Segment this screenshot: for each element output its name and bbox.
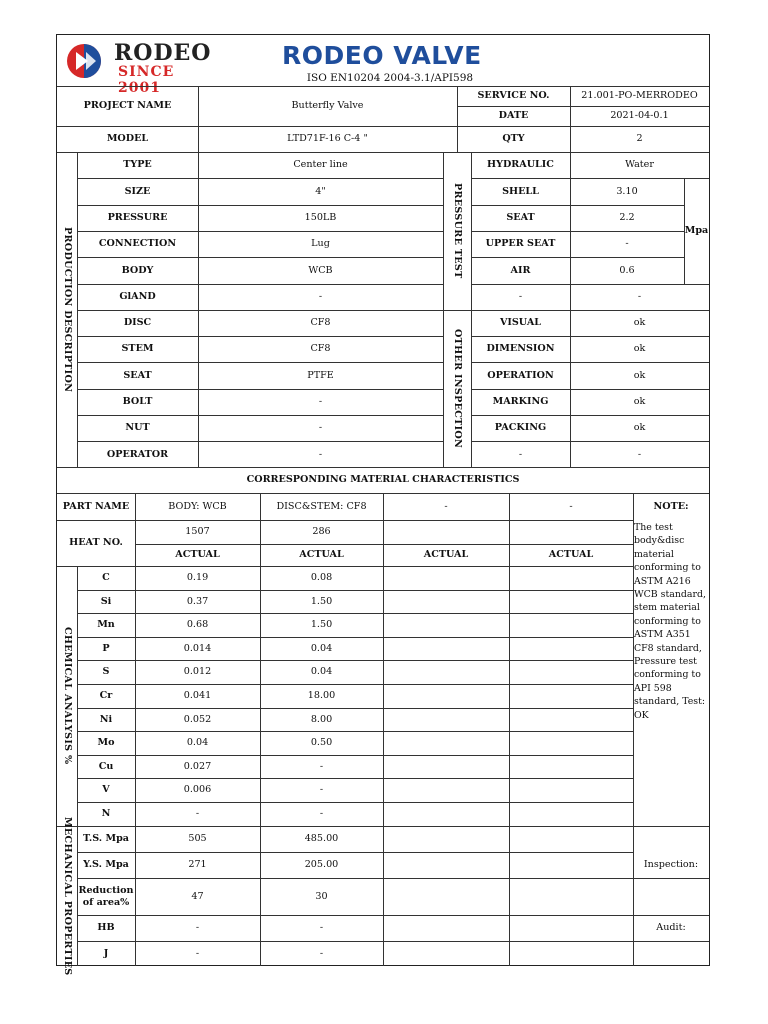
project-name-value: Butterfly Valve bbox=[291, 100, 364, 112]
production-row-label: NUT bbox=[125, 422, 150, 434]
pressure-test-row-value: 0.6 bbox=[619, 264, 635, 276]
production-row-value: WCB bbox=[308, 264, 333, 276]
note-label: NOTE: bbox=[653, 500, 689, 512]
qty-label: QTY bbox=[502, 133, 525, 145]
inspection-row-label: DIMENSION bbox=[486, 343, 555, 355]
inspection-row-value: ok bbox=[633, 317, 646, 329]
chem-value-disc: 0.50 bbox=[310, 737, 333, 749]
part-name-value: DISC&STEM: CF8 bbox=[276, 500, 367, 512]
inspection-row-value: - bbox=[637, 448, 642, 460]
mech-value-body: - bbox=[195, 947, 200, 959]
production-row-value: PTFE bbox=[307, 369, 334, 381]
heat-no-value: 1507 bbox=[185, 526, 210, 538]
mech-value-body: - bbox=[195, 922, 200, 934]
logo-since: SINCE 2001 bbox=[118, 64, 175, 96]
production-row-value: 150LB bbox=[304, 211, 337, 223]
pressure-test-row-value: - bbox=[625, 238, 629, 250]
production-row-value: Lug bbox=[311, 238, 330, 250]
mechanical-properties-section-label bbox=[57, 816, 77, 976]
mech-value-body: 505 bbox=[188, 833, 207, 845]
chem-element-label: Ni bbox=[99, 713, 113, 725]
pressure-test-row-label: - bbox=[518, 290, 523, 302]
date-label: DATE bbox=[498, 110, 529, 122]
production-row-label: STEM bbox=[121, 343, 154, 355]
production-row-value: CF8 bbox=[310, 343, 331, 355]
chem-value-disc: 0.04 bbox=[310, 666, 333, 678]
production-row-value: - bbox=[318, 290, 323, 302]
pressure-test-row-label: UPPER SEAT bbox=[485, 238, 556, 250]
chem-value-disc: 1.50 bbox=[310, 619, 333, 631]
service-no-value: 21.001-PO-MERRODEO bbox=[581, 90, 698, 102]
mech-value-body: 47 bbox=[191, 890, 204, 902]
chem-element-label: Mo bbox=[97, 737, 115, 749]
heat-no-value bbox=[509, 520, 633, 544]
pressure-test-row-value: 3.10 bbox=[616, 185, 638, 197]
inspection-row-label: PACKING bbox=[494, 422, 547, 434]
inspection-row-value: ok bbox=[633, 422, 646, 434]
pressure-test-row-value: - bbox=[637, 290, 642, 302]
chem-value-body: 0.19 bbox=[186, 572, 209, 584]
chem-value-body: 0.052 bbox=[183, 713, 212, 725]
pressure-test-row-label: SHELL bbox=[502, 185, 539, 197]
actual-label: ACTUAL bbox=[548, 549, 594, 561]
inspection-row-value: ok bbox=[633, 396, 646, 408]
chem-value-body: 0.012 bbox=[183, 666, 212, 678]
chem-element-label: S bbox=[102, 666, 110, 678]
pressure-test-text: PRESSURE TEST bbox=[451, 183, 463, 279]
chem-element-label: P bbox=[102, 642, 110, 654]
chem-value-disc: 8.00 bbox=[310, 713, 333, 725]
part-name-value: - bbox=[444, 500, 448, 512]
actual-label: ACTUAL bbox=[423, 549, 469, 561]
chem-value-body: 0.027 bbox=[183, 760, 212, 772]
chem-element-label: C bbox=[102, 572, 110, 584]
inspection-row-label: - bbox=[518, 448, 523, 460]
chemical-analysis-text: CHEMICAL ANALYSIS % bbox=[61, 627, 73, 765]
production-row-value: - bbox=[318, 422, 323, 434]
chem-value-disc: - bbox=[319, 784, 324, 796]
document-subtitle: ISO EN10204 2004-3.1/API598 bbox=[306, 71, 474, 84]
part-name-label: PART NAME bbox=[62, 500, 130, 512]
actual-label: ACTUAL bbox=[175, 549, 220, 561]
actual-label: ACTUAL bbox=[299, 549, 344, 561]
production-row-label: DISC bbox=[123, 317, 152, 329]
production-row-label: CONNECTION bbox=[98, 238, 177, 250]
pressure-test-row-label: HYDRAULIC bbox=[487, 159, 554, 171]
other-inspection-text: OTHER INSPECTION bbox=[451, 328, 463, 448]
material-heading: CORRESPONDING MATERIAL CHARACTERISTICS bbox=[246, 474, 520, 486]
pressure-unit: Mpa bbox=[684, 224, 709, 236]
production-row-label: SIZE bbox=[124, 185, 151, 197]
chemical-analysis-section-label bbox=[57, 566, 77, 826]
inspection-row-value: ok bbox=[633, 343, 646, 355]
mech-value-disc: 205.00 bbox=[304, 859, 339, 871]
chem-value-body: - bbox=[195, 808, 200, 820]
model-label: MODEL bbox=[106, 133, 149, 145]
document-title: RODEO VALVE bbox=[282, 41, 482, 70]
mech-value-body: 271 bbox=[188, 859, 207, 871]
chem-element-label: Cu bbox=[98, 760, 114, 772]
service-no-label: SERVICE NO. bbox=[477, 90, 550, 102]
mech-value-disc: - bbox=[319, 947, 324, 959]
mech-value-disc: 485.00 bbox=[304, 833, 339, 845]
production-description-text: PRODUCTION DESCRIPTION bbox=[61, 226, 73, 393]
production-row-value: - bbox=[318, 396, 323, 408]
production-section-label bbox=[57, 152, 77, 467]
mech-value-disc: 30 bbox=[315, 890, 328, 902]
production-row-label: SEAT bbox=[123, 369, 152, 381]
chem-value-body: 0.041 bbox=[183, 690, 212, 702]
production-row-label: BOLT bbox=[122, 396, 153, 408]
production-row-label: GlAND bbox=[119, 290, 156, 302]
pressure-test-row-label: SEAT bbox=[506, 211, 535, 223]
audit-sign-label: Audit: bbox=[656, 922, 686, 934]
mech-property-label: HB bbox=[97, 922, 115, 934]
chem-value-disc: 18.00 bbox=[307, 690, 336, 702]
date-value: 2021-04-0.1 bbox=[610, 110, 669, 122]
note-text: The test body&disc material conforming to ASTM A216 WCB standard, stem material conforming to ASTM A351 CF8 standard, Pressure test conforming to API 598 standard, Test: OK bbox=[634, 522, 706, 721]
pressure-test-row-value: 2.2 bbox=[619, 211, 635, 223]
chem-element-label: Mn bbox=[97, 619, 115, 631]
chem-value-body: 0.006 bbox=[183, 784, 212, 796]
inspection-row-value: ok bbox=[633, 369, 646, 381]
part-name-value: BODY: WCB bbox=[168, 500, 227, 512]
part-name-value: - bbox=[569, 500, 573, 512]
qty-value: 2 bbox=[636, 133, 643, 145]
chem-element-label: V bbox=[102, 784, 110, 796]
mech-property-label: Y.S. Mpa bbox=[83, 859, 129, 871]
heat-no-label: HEAT NO. bbox=[69, 537, 123, 549]
production-row-value: - bbox=[318, 448, 323, 460]
production-row-label: PRESSURE bbox=[107, 211, 168, 223]
pressure-test-section-label bbox=[443, 152, 471, 310]
mech-value-disc: - bbox=[319, 922, 324, 934]
inspection-row-label: MARKING bbox=[492, 396, 549, 408]
logo-name: RODEO bbox=[114, 40, 212, 66]
chem-value-body: 0.04 bbox=[186, 737, 209, 749]
mech-property-label: T.S. Mpa bbox=[82, 833, 130, 845]
production-row-value: Center line bbox=[293, 159, 348, 171]
mech-property-label: Reduction of area% bbox=[78, 885, 134, 908]
grid-line bbox=[633, 941, 709, 942]
inspection-row-label: OPERATION bbox=[487, 369, 554, 381]
pressure-test-row-value: Water bbox=[625, 159, 654, 171]
model-value: LTD71F-16 C-4 " bbox=[287, 133, 368, 145]
project-name-label: PROJECT NAME bbox=[83, 100, 172, 112]
inspection-sign-label: Inspection: bbox=[643, 859, 699, 871]
chem-value-body: 0.37 bbox=[186, 595, 209, 607]
chem-value-disc: - bbox=[319, 760, 324, 772]
production-row-label: OPERATOR bbox=[106, 448, 169, 460]
grid-line bbox=[633, 878, 709, 879]
inspection-row-label: VISUAL bbox=[499, 317, 542, 329]
production-row-label: TYPE bbox=[123, 159, 152, 171]
chem-value-disc: - bbox=[319, 808, 324, 820]
chem-value-disc: 0.08 bbox=[310, 572, 333, 584]
chem-value-disc: 0.04 bbox=[310, 642, 333, 654]
chem-value-body: 0.014 bbox=[183, 642, 212, 654]
production-row-value: CF8 bbox=[310, 317, 331, 329]
other-inspection-section-label bbox=[443, 310, 471, 467]
chem-value-body: 0.68 bbox=[186, 619, 209, 631]
mechanical-properties-text: MECHANICAL PROPERTIES bbox=[61, 816, 73, 976]
chem-element-label: N bbox=[101, 808, 111, 820]
production-row-value: 4" bbox=[315, 185, 326, 197]
heat-no-value bbox=[383, 520, 509, 544]
mech-property-label: J bbox=[103, 947, 109, 959]
production-row-label: BODY bbox=[121, 264, 154, 276]
chem-element-label: Cr bbox=[99, 690, 113, 702]
heat-no-value: 286 bbox=[312, 526, 331, 538]
chem-value-disc: 1.50 bbox=[310, 595, 333, 607]
chem-element-label: Si bbox=[100, 595, 112, 607]
pressure-test-row-label: AIR bbox=[510, 264, 531, 276]
